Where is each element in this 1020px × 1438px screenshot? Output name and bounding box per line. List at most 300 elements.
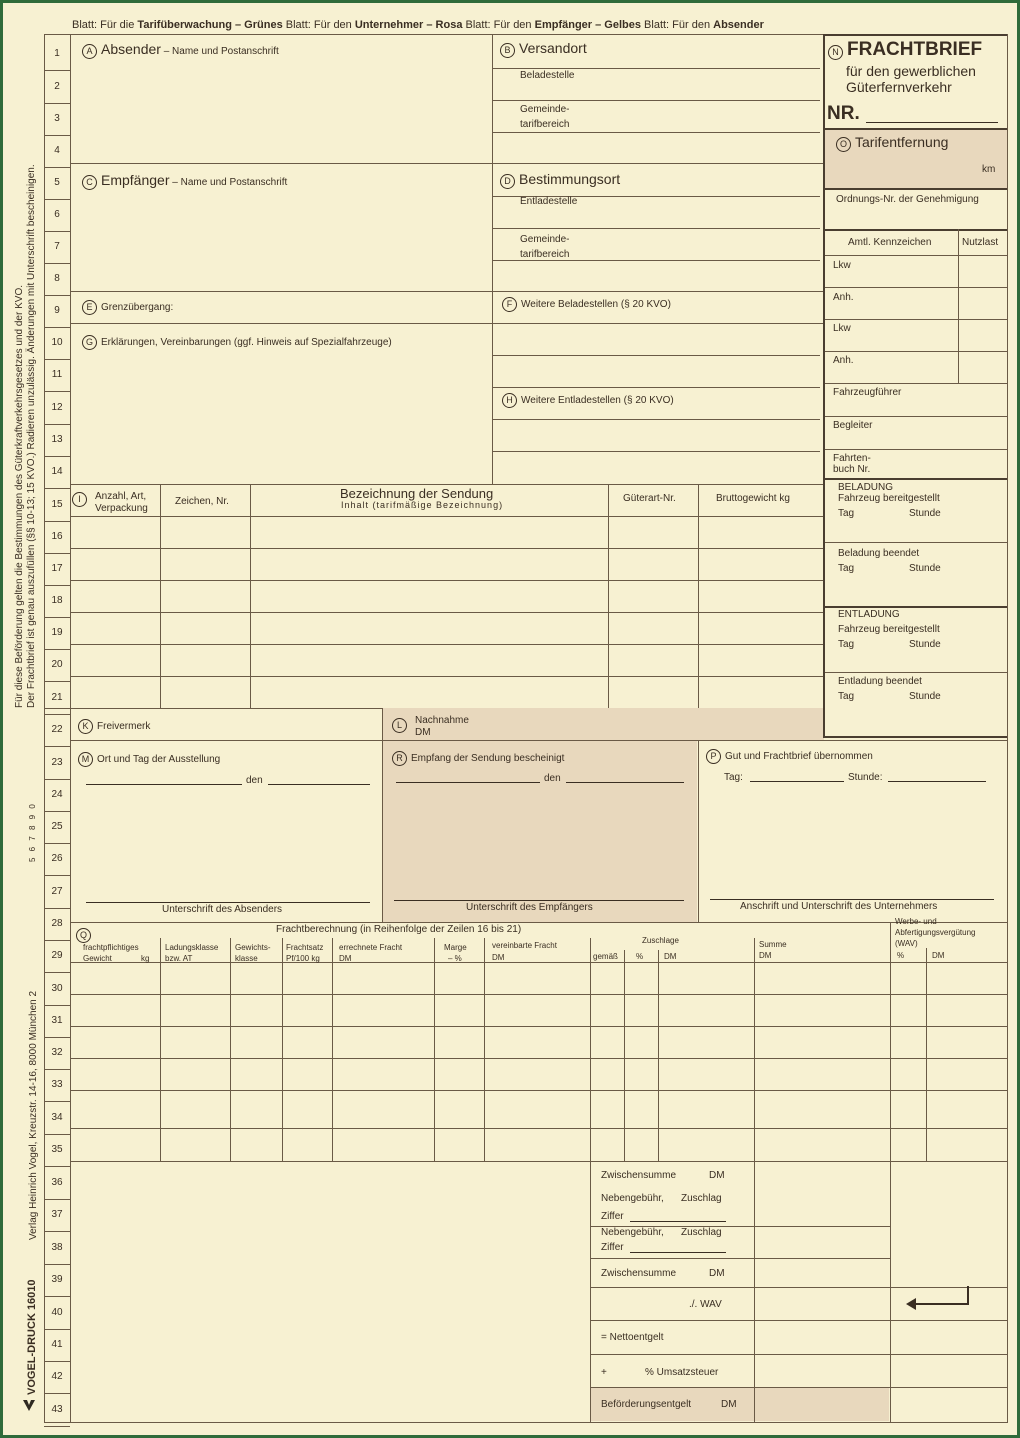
- row-number-divider: [44, 1393, 70, 1394]
- grid-line: [250, 484, 251, 708]
- grid-line: [608, 484, 609, 708]
- q-col10-line1: Werbe- und: [895, 917, 937, 926]
- section-n-header: [828, 40, 982, 61]
- form-number-text: 5 6 7 8 9 0: [28, 802, 37, 862]
- grid-line: [958, 229, 959, 383]
- row-number: 2: [54, 81, 60, 92]
- grid-line: [70, 1058, 1008, 1059]
- ziffer-label-1: Ziffer: [601, 1211, 624, 1222]
- header-part: Blatt: Für den: [462, 19, 535, 31]
- grid-line: [754, 938, 755, 1422]
- empfang-date-line: [566, 782, 684, 783]
- entladung-beendet-tag-label: Tag: [838, 691, 855, 702]
- row-number-divider: [44, 295, 70, 296]
- grid-line: [825, 449, 1007, 450]
- row-number-divider: [44, 617, 70, 618]
- row-number: 22: [51, 724, 63, 735]
- freivermerk-label: Freivermerk: [97, 721, 151, 733]
- nr-label: NR.: [827, 103, 860, 124]
- grid-line: [70, 323, 824, 324]
- row-number-divider: [44, 972, 70, 973]
- versandort-title: Versandort: [519, 40, 587, 56]
- entladung-label: ENTLADUNG: [838, 609, 900, 620]
- tarifbereich-label-1: tarifbereich: [520, 119, 570, 130]
- ausstellung-date-line: [268, 784, 370, 785]
- nutzlast-label: Nutzlast: [962, 237, 999, 248]
- grid-line: [492, 260, 820, 261]
- beladung-beendet-label: Beladung beendet: [838, 548, 920, 559]
- row-number: 1: [54, 48, 60, 59]
- frachtbrief-sub1: für den gewerblichen: [846, 63, 976, 79]
- vogel-logo-icon: [22, 1398, 36, 1412]
- q-col10-line2: Abfertigungsvergütung: [895, 928, 976, 937]
- row-number: 35: [51, 1144, 63, 1155]
- row-number-divider: [44, 1037, 70, 1038]
- q-col1-line1: frachtpflichtiges: [83, 943, 139, 952]
- row-number: 39: [51, 1274, 63, 1285]
- empfang-den-label: den: [544, 773, 561, 784]
- q-col10-dm: DM: [932, 951, 945, 960]
- empfang-shade: [383, 741, 697, 922]
- grid-line: [492, 451, 820, 452]
- row-number: 31: [51, 1015, 63, 1026]
- row-number-divider: [44, 681, 70, 682]
- header-part: Unternehmer – Rosa: [354, 19, 463, 31]
- unternehmer-sign-label: Anschrift und Unterschrift des Unternehmers: [740, 901, 938, 912]
- col-bruttogewicht-label: Bruttogewicht kg: [716, 493, 790, 504]
- grid-line: [590, 1320, 1008, 1321]
- row-number-divider: [44, 649, 70, 650]
- section-h-header: [502, 393, 674, 408]
- section-g-header: [82, 335, 392, 350]
- row-number-divider: [44, 199, 70, 200]
- empfang-ort-line: [396, 782, 540, 783]
- grid-line: [823, 478, 1007, 480]
- grid-line: [434, 938, 435, 1161]
- row-number-divider: [44, 263, 70, 264]
- return-arrow-icon: [902, 1284, 974, 1314]
- q-col1-line2: Gewicht: [83, 954, 112, 963]
- letter-d-icon: D: [500, 174, 515, 189]
- row-number-divider: [44, 1134, 70, 1135]
- letter-l-icon: L: [392, 718, 407, 733]
- absender-title: Absender: [101, 41, 161, 57]
- grid-line: [70, 644, 824, 645]
- entladung-beendet-label: Entladung beendet: [838, 676, 922, 687]
- row-number: 32: [51, 1047, 63, 1058]
- row-number-divider: [44, 103, 70, 104]
- empfaenger-sign-label: Unterschrift des Empfängers: [466, 902, 593, 913]
- nebengebuehr-label-1: Nebengebühr,: [601, 1193, 664, 1204]
- zuschlag-label-2: Zuschlag: [681, 1227, 722, 1238]
- befoerderungsentgelt-label: Beförderungsentgelt: [601, 1399, 692, 1410]
- ziffer-line-1: [630, 1221, 726, 1222]
- ausstellung-ort-line: [86, 784, 242, 785]
- anh-label-2: Anh.: [833, 355, 854, 366]
- grid-line: [492, 419, 820, 420]
- section-m-header: [78, 752, 220, 767]
- grid-line: [823, 606, 1007, 608]
- absender-sub: – Name und Postanschrift: [160, 46, 279, 57]
- weitere-entladestellen-label: Weitere Entladestellen (§ 20 KVO): [521, 395, 674, 407]
- section-b-header: [500, 41, 587, 58]
- row-number-divider: [44, 1296, 70, 1297]
- letter-r-icon: R: [392, 751, 407, 766]
- grid-line: [590, 1354, 1008, 1355]
- row-number: 36: [51, 1177, 63, 1188]
- section-f-header: [502, 297, 671, 312]
- beladestelle-label: Beladestelle: [520, 70, 575, 81]
- rownum-border-right: [70, 34, 71, 1422]
- entladung-tag-label: Tag: [838, 639, 855, 650]
- grid-line: [70, 676, 824, 677]
- row-number: 17: [51, 563, 63, 574]
- grid-line: [70, 163, 824, 164]
- amtl-kennzeichen-label: Amtl. Kennzeichen: [848, 237, 932, 248]
- begleiter-label: Begleiter: [833, 420, 873, 431]
- row-number: 42: [51, 1371, 63, 1382]
- grid-line: [332, 938, 333, 1161]
- gemeinde-label-1: Gemeinde-: [520, 104, 570, 115]
- row-number: 13: [51, 434, 63, 445]
- row-number: 20: [51, 659, 63, 670]
- row-number: 21: [51, 692, 63, 703]
- letter-c-icon: C: [82, 175, 97, 190]
- row-number-divider: [44, 940, 70, 941]
- legal-note-line1: Für diese Beförderung gelten die Bestimmungen des Güterkraftverkehrsgesetzes und der KVO.: [14, 284, 25, 708]
- row-number-divider: [44, 1069, 70, 1070]
- row-number: 18: [51, 595, 63, 606]
- q-col4-line1: Frachtsatz: [286, 943, 324, 952]
- beladung-bereit-label: Fahrzeug bereitgestellt: [838, 493, 940, 504]
- q-col8-gemaess: gemäß: [593, 952, 618, 961]
- lkw-label-1: Lkw: [833, 260, 851, 271]
- grid-line: [70, 962, 1008, 963]
- letter-p-icon: P: [706, 749, 721, 764]
- grid-line: [44, 34, 824, 35]
- row-number-divider: [44, 1005, 70, 1006]
- col-anzahl-line2: Verpackung: [95, 503, 148, 514]
- unternehmer-sign-line: [710, 899, 994, 900]
- q-col7-line1: vereinbarte Fracht: [492, 941, 557, 950]
- zwischensumme-dm-1: DM: [709, 1170, 725, 1181]
- letter-q-icon: Q: [76, 928, 91, 943]
- section-o-header: [836, 135, 948, 152]
- umsatzsteuer-label: % Umsatzsteuer: [645, 1367, 719, 1378]
- absender-field[interactable]: [72, 60, 490, 160]
- grid-line: [160, 938, 161, 1161]
- tag-label: Tag:: [724, 772, 743, 783]
- erklaerungen-label: Erklärungen, Vereinbarungen (ggf. Hinweis auf Spezialfahrzeuge): [101, 337, 392, 349]
- row-number-divider: [44, 327, 70, 328]
- row-number-divider: [44, 1166, 70, 1167]
- brand-text: VOGEL-DRUCK 16010: [26, 1279, 38, 1395]
- grid-line: [825, 416, 1007, 417]
- grid-line: [823, 188, 1007, 190]
- grid-line: [825, 351, 1007, 352]
- row-number-divider: [44, 714, 70, 715]
- entladestelle-label: Entladestelle: [520, 196, 578, 207]
- grid-line: [492, 34, 493, 484]
- grid-line: [70, 548, 824, 549]
- section-i-header: [72, 492, 91, 507]
- row-number-divider: [44, 843, 70, 844]
- q-col3-line2: klasse: [235, 954, 258, 963]
- weitere-beladestellen-label: Weitere Beladestellen (§ 20 KVO): [521, 299, 671, 311]
- beladung-beendet-stunde-label: Stunde: [909, 563, 941, 574]
- grid-line: [492, 387, 820, 388]
- row-number: 11: [51, 369, 63, 380]
- row-number-divider: [44, 1329, 70, 1330]
- row-number: 38: [51, 1242, 63, 1253]
- beladung-label: BELADUNG: [838, 482, 894, 493]
- row-number-divider: [44, 585, 70, 586]
- nebengebuehr-label-2: Nebengebühr,: [601, 1227, 664, 1238]
- befoerderungsentgelt-dm: DM: [721, 1399, 737, 1410]
- empfang-label: Empfang der Sendung bescheinigt: [411, 753, 565, 765]
- row-number-divider: [44, 746, 70, 747]
- grid-line: [44, 1422, 1008, 1423]
- legal-note-line2: Der Frachtbrief ist genau auszufüllen (§§ 10-13; 15 KVO.) Radieren unzulässig. Änderungen mit Unterschrift bescheinigen.: [26, 164, 37, 708]
- q-col10-percent: %: [897, 951, 905, 960]
- row-number-divider: [44, 811, 70, 812]
- row-number-divider: [44, 456, 70, 457]
- grid-line: [492, 228, 820, 229]
- row-number-divider: [44, 1426, 70, 1427]
- grid-line: [70, 291, 824, 292]
- row-number-divider: [44, 488, 70, 489]
- header-part: Tarifüberwachung – Grünes: [137, 19, 283, 31]
- q-col6-line2: – %: [448, 954, 462, 963]
- section-r-header: [392, 751, 564, 766]
- wav-label: ./. WAV: [689, 1299, 722, 1310]
- row-number: 40: [51, 1307, 63, 1318]
- row-number-divider: [44, 135, 70, 136]
- q-col2-line2: bzw. AT: [165, 954, 193, 963]
- grid-line: [282, 938, 283, 1161]
- empfaenger-sub: – Name und Postanschrift: [169, 177, 288, 188]
- letter-k-icon: K: [78, 719, 93, 734]
- grid-line: [70, 1161, 1008, 1162]
- section-a-header: [82, 42, 279, 59]
- row-number-divider: [44, 359, 70, 360]
- grid-line: [754, 1387, 755, 1422]
- ausstellung-den-label: den: [246, 775, 263, 786]
- section-e-header: [82, 300, 173, 315]
- grid-line: [70, 1090, 1008, 1091]
- col-bezeichnung-label: Bezeichnung der Sendung: [340, 486, 494, 501]
- row-number: 9: [54, 305, 60, 316]
- entladung-bereit-label: Fahrzeug bereitgestellt: [838, 624, 940, 635]
- section-d-header: [500, 172, 620, 189]
- entladung-stunde-label: Stunde: [909, 639, 941, 650]
- gemeinde-label-2: Gemeinde-: [520, 234, 570, 245]
- grid-line: [823, 229, 1007, 231]
- header-part: Blatt: Für den: [640, 19, 714, 31]
- section-p-header: [706, 749, 873, 764]
- grid-line: [698, 740, 699, 922]
- grid-line: [70, 484, 824, 485]
- row-number: 4: [54, 145, 60, 156]
- section-l-header: [392, 718, 411, 733]
- zwischensumme-label-2: Zwischensumme: [601, 1268, 677, 1279]
- tarifbereich-label-2: tarifbereich: [520, 249, 570, 260]
- row-number: 8: [54, 273, 60, 284]
- row-number: 37: [51, 1209, 63, 1220]
- row-number: 41: [51, 1339, 63, 1350]
- row-number-divider: [44, 908, 70, 909]
- row-number: 25: [51, 821, 63, 832]
- tag-line: [750, 781, 844, 782]
- q-col6-line1: Marge: [444, 943, 467, 952]
- q-col8-dm: DM: [664, 952, 677, 961]
- plus-label: +: [601, 1367, 607, 1378]
- nachnahme-label: Nachnahme: [415, 715, 469, 726]
- q-col9-line1: Summe: [759, 940, 787, 949]
- empfaenger-field[interactable]: [72, 192, 490, 288]
- zwischensumme-dm-2: DM: [709, 1268, 725, 1279]
- grid-line: [823, 34, 1007, 36]
- row-number: 43: [51, 1404, 63, 1415]
- row-number: 12: [51, 402, 63, 413]
- ordnungs-nr-label: Ordnungs-Nr. der Genehmigung: [836, 194, 979, 205]
- row-number: 33: [51, 1079, 63, 1090]
- ziffer-line-2: [630, 1252, 726, 1253]
- q-col1-unit: kg: [141, 954, 150, 963]
- absender-sign-label: Unterschrift des Absenders: [162, 904, 283, 915]
- empfaenger-title: Empfänger: [101, 172, 170, 188]
- beladung-stunde-label: Stunde: [909, 508, 941, 519]
- row-number-divider: [44, 1101, 70, 1102]
- q-col8-percent: %: [636, 952, 644, 961]
- row-number-divider: [44, 391, 70, 392]
- section-q-header: [76, 928, 95, 943]
- frachtbrief-title: FRACHTBRIEF: [847, 39, 983, 60]
- grid-line: [70, 994, 1008, 995]
- grid-line: [70, 922, 1008, 923]
- col-anzahl-line1: Anzahl, Art,: [95, 491, 147, 502]
- grid-line: [825, 383, 1007, 384]
- row-number: 34: [51, 1112, 63, 1123]
- letter-g-icon: G: [82, 335, 97, 350]
- row-number: 19: [51, 627, 63, 638]
- row-number: 5: [54, 177, 60, 188]
- row-number-divider: [44, 424, 70, 425]
- ausstellung-label: Ort und Tag der Ausstellung: [97, 754, 221, 766]
- nachnahme-dm-label: DM: [415, 727, 431, 738]
- col-gueterart-label: Güterart-Nr.: [623, 493, 676, 504]
- grid-line: [492, 100, 820, 101]
- beladung-beendet-tag-label: Tag: [838, 563, 855, 574]
- grid-line: [823, 736, 1007, 738]
- grid-line: [825, 319, 1007, 320]
- absender-sign-line: [86, 902, 370, 903]
- grenzuebergang-label: Grenzübergang:: [101, 302, 174, 314]
- row-number: 28: [51, 918, 63, 929]
- lkw-label-2: Lkw: [833, 323, 851, 334]
- row-number: 16: [51, 531, 63, 542]
- q-col8-label: Zuschlage: [642, 936, 679, 945]
- header-part: Blatt: Für die: [72, 19, 138, 31]
- row-number: 30: [51, 983, 63, 994]
- grid-line: [70, 1128, 1008, 1129]
- frachtberechnung-title: Frachtberechnung (in Reihenfolge der Zeilen 16 bis 21): [276, 924, 522, 935]
- row-number: 23: [51, 757, 63, 768]
- entladung-beendet-stunde-label: Stunde: [909, 691, 941, 702]
- fahrtenbuch-label-2: buch Nr.: [833, 464, 871, 475]
- grid-line: [492, 68, 820, 69]
- grid-line: [230, 938, 231, 1161]
- row-number: 6: [54, 209, 60, 220]
- row-number-divider: [44, 231, 70, 232]
- fahrzeugfuehrer-label: Fahrzeugführer: [833, 387, 902, 398]
- grid-line: [590, 938, 591, 1422]
- grid-line: [658, 950, 659, 1161]
- row-number-divider: [44, 1361, 70, 1362]
- row-number: 29: [51, 950, 63, 961]
- uebernommen-label: Gut und Frachtbrief übernommen: [725, 751, 873, 763]
- row-number: 27: [51, 886, 63, 897]
- row-number: 14: [51, 466, 63, 477]
- q-col7-line2: DM: [492, 953, 505, 962]
- col-anzahl-label: [95, 491, 148, 515]
- letter-b-icon: B: [500, 43, 515, 58]
- section-c-header: [82, 173, 287, 190]
- beladung-tag-label: Tag: [838, 508, 855, 519]
- grid-line: [825, 542, 1007, 543]
- grid-line: [484, 938, 485, 1161]
- grid-line: [825, 672, 1007, 673]
- letter-m-icon: M: [78, 752, 93, 767]
- row-number: 26: [51, 853, 63, 864]
- grid-line: [698, 484, 699, 708]
- col-zeichen-label: Zeichen, Nr.: [175, 496, 229, 507]
- letter-e-icon: E: [82, 300, 97, 315]
- section-k-header: [78, 719, 150, 734]
- header-part: Absender: [713, 19, 764, 31]
- grid-line: [1007, 34, 1008, 1422]
- frachtbrief-sub2: Güterfernverkehr: [846, 79, 952, 95]
- letter-f-icon: F: [502, 297, 517, 312]
- zwischensumme-label-1: Zwischensumme: [601, 1170, 677, 1181]
- q-col5-line2: DM: [339, 954, 352, 963]
- row-number-divider: [44, 70, 70, 71]
- row-number-divider: [44, 779, 70, 780]
- grid-line: [492, 132, 820, 133]
- nr-underline: [866, 122, 998, 123]
- grid-line: [70, 1026, 1008, 1027]
- row-number-divider: [44, 167, 70, 168]
- q-col2-line1: Ladungsklasse: [165, 943, 219, 952]
- row-number: 3: [54, 113, 60, 124]
- grid-line: [890, 922, 891, 1422]
- empfaenger-sign-line: [394, 900, 684, 901]
- bestimmungsort-title: Bestimmungsort: [519, 171, 621, 187]
- stunde-label: Stunde:: [848, 772, 883, 783]
- header-part: Empfänger – Gelbes: [534, 19, 641, 31]
- q-col5-line1: errechnete Fracht: [339, 943, 403, 952]
- grid-line: [825, 287, 1007, 288]
- ziffer-label-2: Ziffer: [601, 1242, 624, 1253]
- row-number-divider: [44, 521, 70, 522]
- row-number: 24: [51, 789, 63, 800]
- grid-line: [70, 516, 824, 517]
- row-number-divider: [44, 1264, 70, 1265]
- grid-line: [926, 948, 927, 1161]
- grid-line: [492, 355, 820, 356]
- grid-line: [70, 612, 824, 613]
- row-number-divider: [44, 875, 70, 876]
